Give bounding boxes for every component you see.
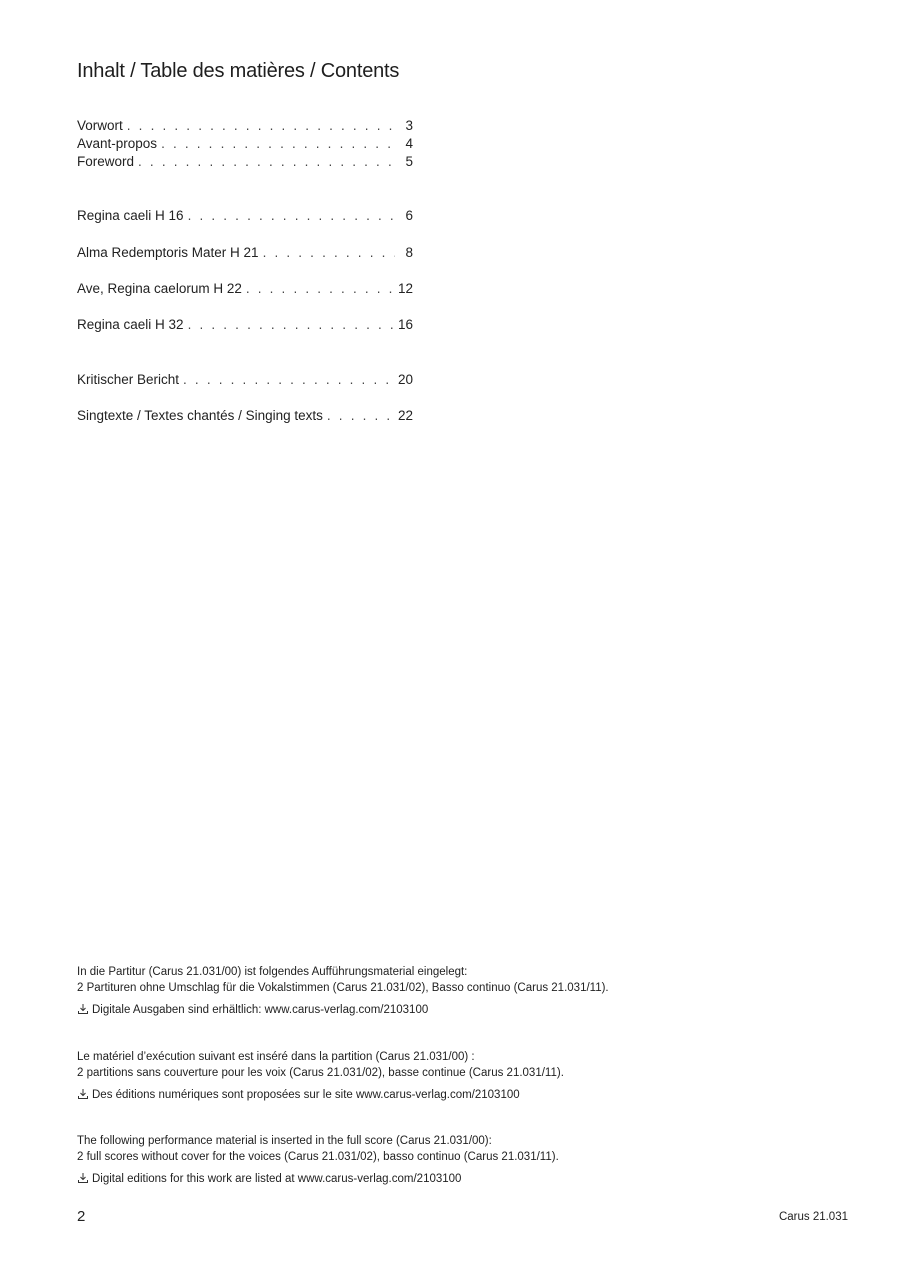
- toc-entry-page: 8: [405, 245, 413, 260]
- digital-edition-link[interactable]: [77, 1004, 428, 1016]
- toc-entry-label: Vorwort: [77, 118, 123, 133]
- toc-leader-dots: [188, 208, 395, 223]
- toc-leader-dots: [246, 281, 394, 296]
- toc-entry[interactable]: [77, 281, 413, 299]
- toc-entry-page: 6: [405, 208, 413, 223]
- toc-leader-dots: [327, 408, 394, 423]
- toc-entry-page: 5: [405, 154, 413, 169]
- toc-entry-label: Regina caeli H 32: [77, 317, 184, 332]
- toc-entry-label: Regina caeli H 16: [77, 208, 184, 223]
- note-line: Le matériel d’exécution suivant est inséré dans la partition (Carus 21.031/00) :: [77, 1051, 475, 1063]
- toc-entry-label: Avant-propos: [77, 136, 158, 151]
- toc-entry-label: Foreword: [77, 154, 135, 169]
- note-line: 2 partitions sans couverture pour les voix (Carus 21.031/02), basse continue (Carus 21.031/11).: [77, 1067, 564, 1079]
- toc-leader-dots: [138, 154, 395, 169]
- note-line: The following performance material is inserted in the full score (Carus 21.031/00):: [77, 1135, 492, 1147]
- catalog-reference: Carus 21.031: [778, 1211, 848, 1223]
- toc-leader-dots: [263, 245, 395, 260]
- note-line: In die Partitur (Carus 21.031/00) ist folgendes Aufführungsmaterial eingelegt:: [77, 966, 468, 978]
- page-title: Inhalt / Table des matières / Contents: [77, 60, 400, 82]
- toc-entry-label: Ave, Regina caelorum H 22: [77, 281, 242, 296]
- download-icon: [77, 1172, 89, 1184]
- toc-entry-page: 12: [397, 281, 413, 296]
- toc-entry-page: 16: [397, 317, 413, 332]
- digital-edition-link[interactable]: [77, 1089, 520, 1101]
- toc-entry[interactable]: [77, 136, 413, 154]
- toc-entry-label: Alma Redemptoris Mater H 21: [77, 245, 259, 260]
- digital-edition-text: Des éditions numériques sont proposées sur le site www.carus-verlag.com/2103100: [92, 1089, 520, 1101]
- toc-entry-page: 20: [397, 372, 413, 387]
- note-line: 2 full scores without cover for the voices (Carus 21.031/02), basso continuo (Carus 21.031/11).: [77, 1151, 559, 1163]
- toc-entry-label: Singtexte / Textes chantés / Singing texts: [77, 408, 323, 423]
- toc-entry-label: Kritischer Bericht: [77, 372, 180, 387]
- toc-entry[interactable]: [77, 317, 413, 335]
- toc-entry-page: 22: [397, 408, 413, 423]
- toc-entry[interactable]: [77, 408, 413, 426]
- download-icon: [77, 1003, 89, 1015]
- toc-leader-dots: [161, 136, 395, 151]
- toc-entry[interactable]: [77, 245, 413, 263]
- digital-edition-link[interactable]: [77, 1173, 461, 1185]
- toc-leader-dots: [183, 372, 394, 387]
- page-number: 2: [77, 1208, 86, 1225]
- toc-entry[interactable]: [77, 372, 413, 390]
- toc-entry[interactable]: [77, 208, 413, 226]
- digital-edition-text: Digital editions for this work are listed at www.carus-verlag.com/2103100: [92, 1173, 462, 1185]
- toc-entry[interactable]: [77, 154, 413, 172]
- toc-entry-page: 3: [405, 118, 413, 133]
- digital-edition-text: Digitale Ausgaben sind erhältlich: www.carus-verlag.com/2103100: [92, 1004, 429, 1016]
- toc-entry[interactable]: [77, 118, 413, 136]
- toc-leader-dots: [188, 317, 394, 332]
- toc-entry-page: 4: [405, 136, 413, 151]
- toc-leader-dots: [127, 118, 395, 133]
- note-line: 2 Partituren ohne Umschlag für die Vokalstimmen (Carus 21.031/02), Basso continuo (Carus 21.031/11).: [77, 982, 609, 994]
- download-icon: [77, 1088, 89, 1100]
